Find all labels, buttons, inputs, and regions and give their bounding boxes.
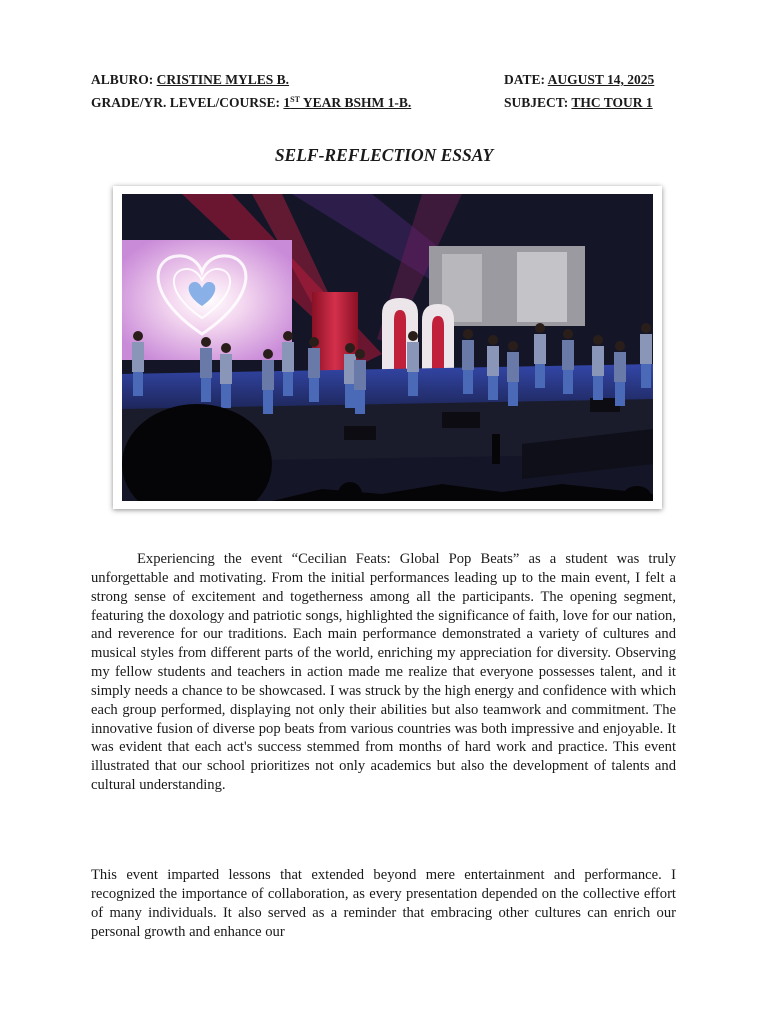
grade-year-suffix: ST [290,95,300,104]
student-name-field [91,72,289,88]
dancer-legs [535,364,545,388]
dancer-figure [592,346,604,376]
dancer-head [201,337,211,347]
dancer-figure [487,346,499,376]
name-label: ALBURO: [91,72,154,87]
dancer-head [615,341,625,351]
dancer-legs [641,364,651,388]
essay-paragraph-1: Experiencing the event “Cecilian Feats: Global Pop Beats” as a student was truly unforgettable and motivating. From the initial performances leading up to the main event, I felt a strong sense of excitement and togetherness among all the participants. The opening segment, featuring the doxology and patriotic songs, highlighted the significance of faith, love for our nation, and reverence for our traditions. Each main performance demonstrated a variety of cultures and musical styles from different parts of the world, enriching my appreciation for diversity. Observing my fellow students and teachers in action made me realize that everyone possesses talent, and it simply needs a chance to be showcased. I was struck by the high energy and confidence with which each group performed, displaying not only their abilities but also teamwork and commitment. The innovative fusion of diverse pop beats from various countries was both impressive and enjoyable. It was evident that each act's success stemmed from months of hard work and practice. This event illustrated that our school prioritizes not only academics but also the development of talents and cultural understanding. [91,551,676,794]
grade-year-number: 1 [283,95,291,110]
grade-label: GRADE/YR. LEVEL/COURSE: [91,95,281,110]
name-value: CRISTINE MYLES B. [156,72,290,87]
dancer-head [221,343,231,353]
dancer-figure [640,334,652,364]
dancer-legs [408,372,418,396]
dancer-figure [507,352,519,382]
dancer-legs [345,384,355,408]
dancer-legs [508,382,518,406]
subject-field [504,95,653,111]
dancer-legs [283,372,293,396]
dancer-figure [282,342,294,372]
dancer-head [133,331,143,341]
dancer-head [641,323,651,333]
date-value: AUGUST 14, 2025 [547,72,655,87]
dancer-legs [615,382,625,406]
dancer-figure [308,348,320,378]
subject-value: THC TOUR 1 [571,95,653,110]
dancer-head [563,329,573,339]
dancer-figure [534,334,546,364]
dancer-legs [221,384,231,408]
dancer-head [309,337,319,347]
dancer-legs [133,372,143,396]
dancer-head [508,341,518,351]
dancer-head [283,331,293,341]
dancer-legs [563,370,573,394]
dancer-head [488,335,498,345]
dancer-head [263,349,273,359]
dancer-head [535,323,545,333]
grade-course: YEAR BSHM 1-B. [299,95,412,110]
event-photo-frame [113,186,662,509]
stage-performance-photo [122,194,653,501]
dancer-legs [593,376,603,400]
dancer-legs [201,378,211,402]
dancer-head [593,335,603,345]
dancer-figure [462,340,474,370]
dancer-figure [407,342,419,372]
date-field [504,72,654,88]
dancer-head [355,349,365,359]
dancer-head [408,331,418,341]
essay-title: SELF-REFLECTION ESSAY [274,145,494,165]
essay-paragraph-2: This event imparted lessons that extended beyond mere entertainment and performance. I recognized the importance of collaboration, as every presentation depended on the collective effort of many individuals. It also served as a reminder that embracing other cultures can enrich our personal growth and enhance our [91,867,676,940]
dancer-figure [200,348,212,378]
dancer-legs [309,378,319,402]
dancer-legs [355,390,365,414]
grade-value [283,95,411,110]
dancer-figure [354,360,366,390]
dancer-legs [488,376,498,400]
dancer-head [345,343,355,353]
dancer-figure [562,340,574,370]
subject-label: SUBJECT: [504,95,569,110]
date-label: DATE: [504,72,546,87]
dancer-figure [614,352,626,382]
dancer-figure [220,354,232,384]
dancer-figure [262,360,274,390]
dancer-legs [463,370,473,394]
grade-field [91,95,411,111]
dancer-head [463,329,473,339]
dancer-figure [132,342,144,372]
dancer-legs [263,390,273,414]
